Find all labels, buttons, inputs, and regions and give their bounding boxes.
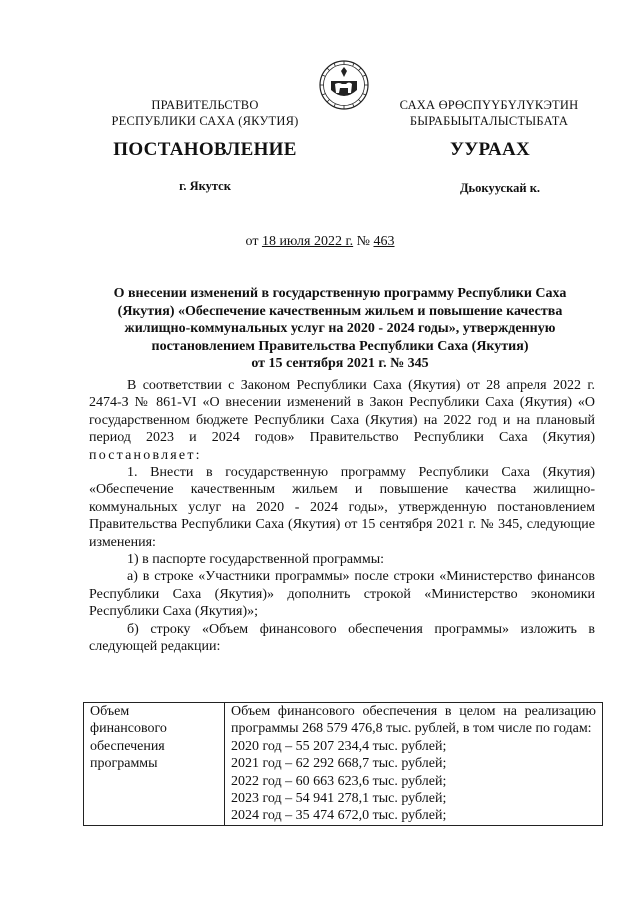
document-type-sakha: УУРААХ (449, 139, 531, 160)
financing-intro: Объем финансового обеспечения в целом на реализацию программы 268 579 476,8 тыс. рублей, в том числе по годам: (231, 704, 596, 737)
header-right-line1: САХА ӨРӨСПҮҮБҮЛҮКЭТИН (399, 98, 579, 112)
header-left-line2: РЕСПУБЛИКИ САХА (ЯКУТИЯ) (111, 114, 299, 128)
item-b-paragraph: б) строку «Объем финансового обеспечения программы» изложить в следующей редакции: (89, 621, 595, 655)
table-label-cell (84, 703, 225, 826)
label-line: обеспечения (90, 738, 165, 754)
heading-line1: О внесении изменений в государственную программу Республики Саха (113, 286, 567, 301)
resolves-word: постановляет: (89, 447, 202, 463)
year-amount: 2020 год – 55 207 234,4 тыс. рублей; (231, 738, 447, 754)
decree-body (89, 377, 595, 656)
year-amount: 2021 год – 62 292 668,7 тыс. рублей; (231, 756, 447, 772)
header-right-line2: БЫРАБЫЫТАЛЫСТЫБАТА (409, 114, 569, 128)
city-sakha: Дьокуускай к. (459, 181, 541, 195)
item-a-paragraph: а) в строке «Участники программы» после строки «Министерство финансов Республики Саха (Якутия)» дополнить строкой «Министерство экономики Республики Саха (Якутия)»; (89, 569, 595, 620)
date-prefix: от (245, 234, 259, 249)
label-line: Объем (90, 704, 130, 719)
table-row (84, 703, 603, 826)
year-amount: 2023 год – 54 941 278,1 тыс. рублей; (231, 791, 447, 807)
government-name-sakha (378, 97, 600, 129)
city-russian: г. Якутск (179, 179, 231, 193)
preamble-paragraph (89, 377, 595, 464)
decree-date: 18 июля 2022 г. (261, 234, 354, 249)
number-prefix: № (356, 234, 370, 249)
year-amount: 2022 год – 60 663 623,6 тыс. рублей; (231, 773, 447, 789)
decree-date-line (0, 234, 640, 250)
decree-heading (80, 285, 600, 373)
table-value-cell (225, 703, 603, 826)
financing-table (83, 702, 603, 826)
year-amount: 2024 год – 35 474 672,0 тыс. рублей; (231, 808, 447, 824)
item-1-1-paragraph: 1) в паспорте государственной программы: (127, 552, 385, 568)
label-line: финансового (90, 721, 167, 737)
coat-of-arms-icon (319, 60, 369, 110)
item-1-paragraph: 1. Внести в государственную программу Республики Саха (Якутия) «Обеспечение качественным жильем и повышение качества жилищно-коммунальных услуг на 2020 - 2024 годы», утвержденную постановлением Правительства Республики Саха (Якутия) от 15 сентября 2021 г. № 345, следующие изменения: (89, 465, 595, 550)
preamble-text: В соответствии с Законом Республики Саха (Якутия) от 28 апреля 2022 г. 2474-З № 861-VI «О внесении изменений в Закон Республики Саха (Якутия) «О государственном бюджете Республики Саха (Якутия) на 2022 год и на плановый период 2023 и 2024 годов» Правительство Республики Саха (Якутия) (89, 378, 595, 446)
coat-of-arms-emblem (319, 60, 369, 110)
decree-number: 463 (373, 234, 395, 249)
heading-line5: от 15 сентября 2021 г. № 345 (251, 356, 429, 371)
heading-line2: (Якутия) «Обеспечение качественным жильем и повышение качества (117, 303, 563, 319)
header-left-line1: ПРАВИТЕЛЬСТВО (151, 98, 259, 112)
label-line: программы (90, 756, 158, 772)
government-name-russian (100, 97, 310, 129)
heading-line4: постановлением Правительства Республики Саха (Якутия) (151, 338, 529, 354)
document-type-russian: ПОСТАНОВЛЕНИЕ (113, 139, 297, 160)
heading-line3: жилищно-коммунальных услуг на 2020 - 2024 годы», утвержденную (124, 321, 556, 336)
